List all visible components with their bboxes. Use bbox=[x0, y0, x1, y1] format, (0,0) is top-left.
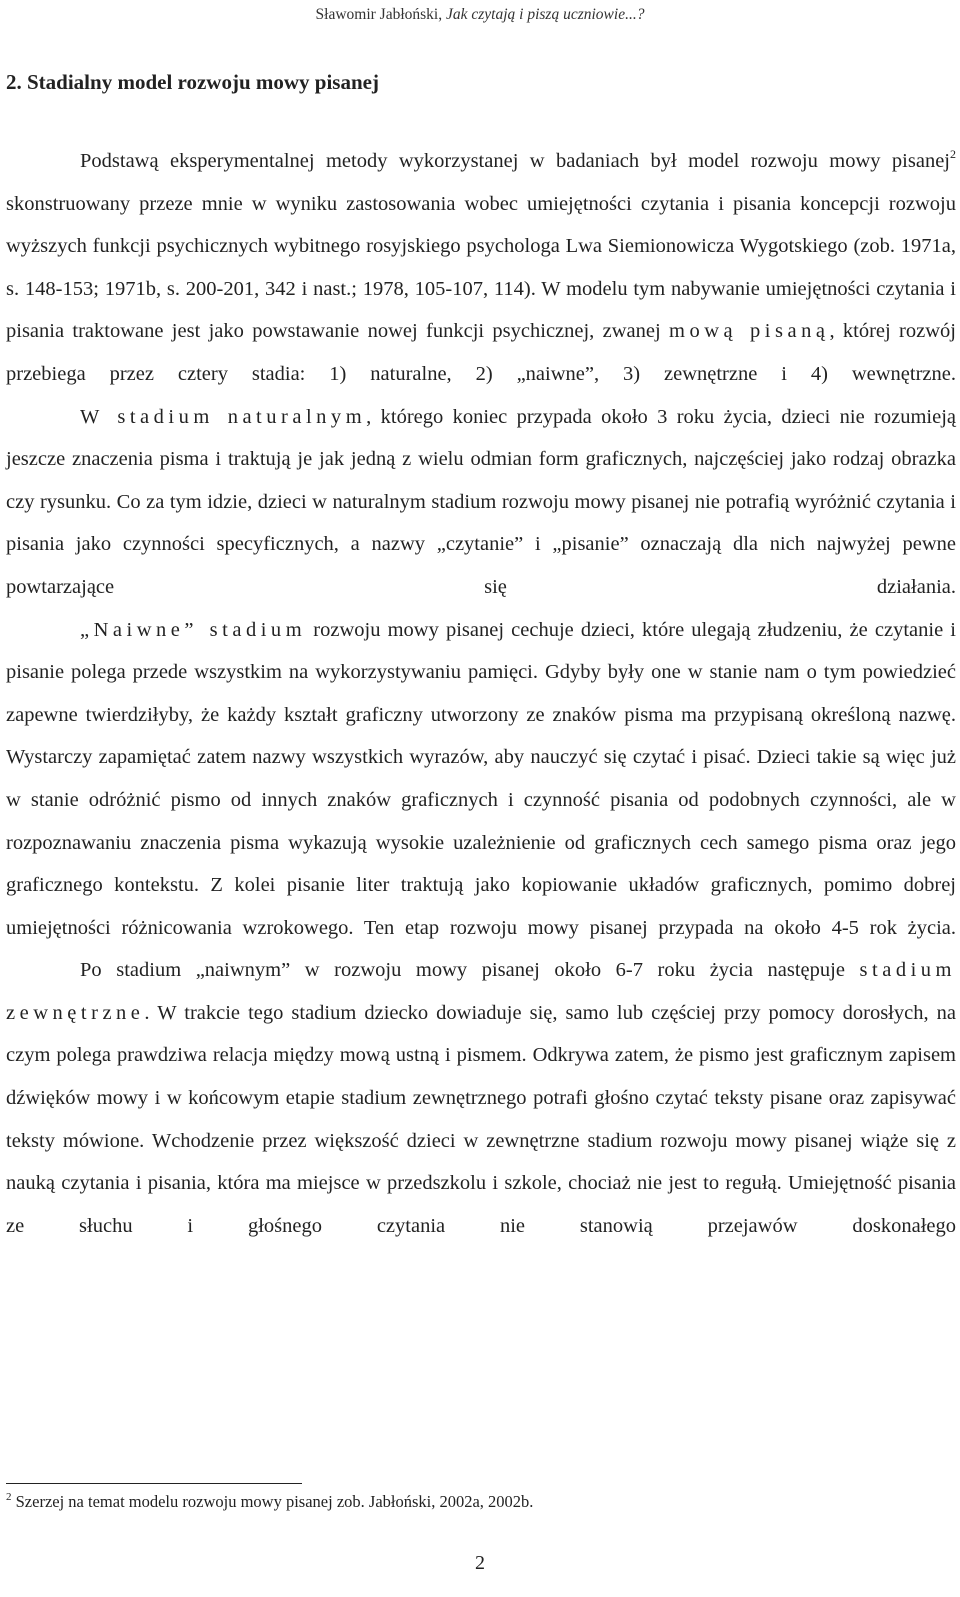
running-header bbox=[0, 6, 960, 24]
paragraph-2 bbox=[6, 396, 956, 609]
spaced-term-stadium-naiwne: „Naiwne” stadium bbox=[80, 618, 307, 641]
footnote-number: 2 bbox=[6, 1491, 12, 1503]
paragraph-1-text-b: skonstruowany przeze mnie w wyniku zastosowania wobec umiejętności czytania i pisania koncepcji rozwoju wyższych funkcji psychicznych wybitnego rosyjskiego psychologa Lwa Siemionowicza Wygotskiego (zob. 1971a, s. 148-153; 1971b, s. 200-201, 342 i nast.; 1978, 105-107, 114). W modelu tym nabywanie umiejętności czytania i pisania traktowane jest jako powstawanie nowej funkcji psychicznej, zwanej bbox=[6, 192, 956, 343]
paragraph-3 bbox=[6, 609, 956, 950]
paragraph-3-text-b: rozwoju mowy pisanej cechuje dzieci, które ulegają złudzeniu, że czytanie i pisanie polega przede wszystkim na wykorzystywaniu pamięci. Gdyby były one w stanie nam o tym powiedzieć zapewne twierdziłyby, że każdy kształt graficzny utworzony ze znaków pisma ma przypisaną określoną nazwę. Wystarczy zapamiętać zatem nazwy wszystkich wyrazów, aby nauczyć się czytać i pisać. Dzieci takie są więc już w stanie odróżnić pismo od innych znaków graficznych i czynność pisania od podobnych czynności, ale w rozpoznawaniu znaczenia pisma wykazują wysokie uzależnienie od graficznych cech samego pisma oraz jego graficznego kontekstu. Z kolei pisanie liter traktują jako kopiowanie układów graficznych, pomimo dobrej umiejętności różnicowania wzrokowego. Ten etap rozwoju mowy pisanej przypada na około 4-5 rok życia. bbox=[6, 618, 956, 939]
paragraph-1-text-a: Podstawą eksperymentalnej metody wykorzystanej w badaniach był model rozwoju mowy pisanej bbox=[80, 150, 950, 172]
paragraph-4-text-a: Po stadium „naiwnym” w rozwoju mowy pisanej około 6-7 roku życia następuje bbox=[80, 959, 860, 982]
footnote-divider bbox=[6, 1483, 302, 1484]
footnote-text: Szerzej na temat modelu rozwoju mowy pisanej zob. Jabłoński, 2002a, 2002b. bbox=[11, 1492, 534, 1511]
section-title: 2. Stadialny model rozwoju mowy pisanej bbox=[6, 70, 379, 94]
paragraph-1 bbox=[6, 140, 956, 396]
paragraph-4-text-c: . W trakcie tego stadium dziecko dowiaduje się, samo lub częściej przy pomocy dorosłych, na czym polega prawdziwa relacja między mową ustną i pismem. Odkrywa zatem, że pismo jest graficznym zapisem dźwięków mowy i w końcowym etapie stadium zewnętrznego potrafi głośno czytać teksty pisane oraz zapisywać teksty mówione. Wchodzenie przez większość dzieci w zewnętrzne stadium rozwoju mowy pisanej wiąże się z nauką czytania i pisania, która ma miejsce w przedszkolu i szkole, chociaż nie jest to regułą. Umiejętność pisania ze słuchu i głośnego czytania nie stanowią przejawów doskonałego bbox=[6, 1001, 956, 1237]
paragraph-1-text-d: , której rozwój przebiega przez cztery stadia: 1) naturalne, 2) „naiwne”, 3) zewnętrzne i 4) wewnętrzne. bbox=[6, 320, 956, 385]
spaced-term-stadium-naturalne: W stadium naturalnym bbox=[80, 405, 367, 428]
footnote bbox=[6, 1492, 533, 1512]
page-number: 2 bbox=[475, 1552, 485, 1574]
footnote-reference: 2 bbox=[950, 147, 956, 161]
spaced-term-mowa-pisana: mową pisaną bbox=[669, 320, 830, 343]
body-text bbox=[6, 140, 956, 1247]
paragraph-4 bbox=[6, 949, 956, 1247]
paragraph-2-text-b: , którego koniec przypada około 3 roku życia, dzieci nie rozumieją jeszcze znaczenia pisma i traktują je jak jedną z wielu odmian form graficznych, najczęściej jako rodzaj obrazka czy rysunku. Co za tym idzie, dzieci w naturalnym stadium rozwoju mowy pisanej nie potrafią wyróżnić czytania i pisania jako czynności specyficznych, a nazwy „czytanie” i „pisanie” oznaczają dla nich najwyżej pewne powtarzające się działania. bbox=[6, 405, 956, 598]
spaced-term-stadium-zewnetrzne: stadium zewnętrzne bbox=[6, 959, 956, 1024]
header-title: Jak czytają i piszą uczniowie...? bbox=[446, 6, 645, 23]
header-author: Sławomir Jabłoński, bbox=[315, 6, 446, 23]
